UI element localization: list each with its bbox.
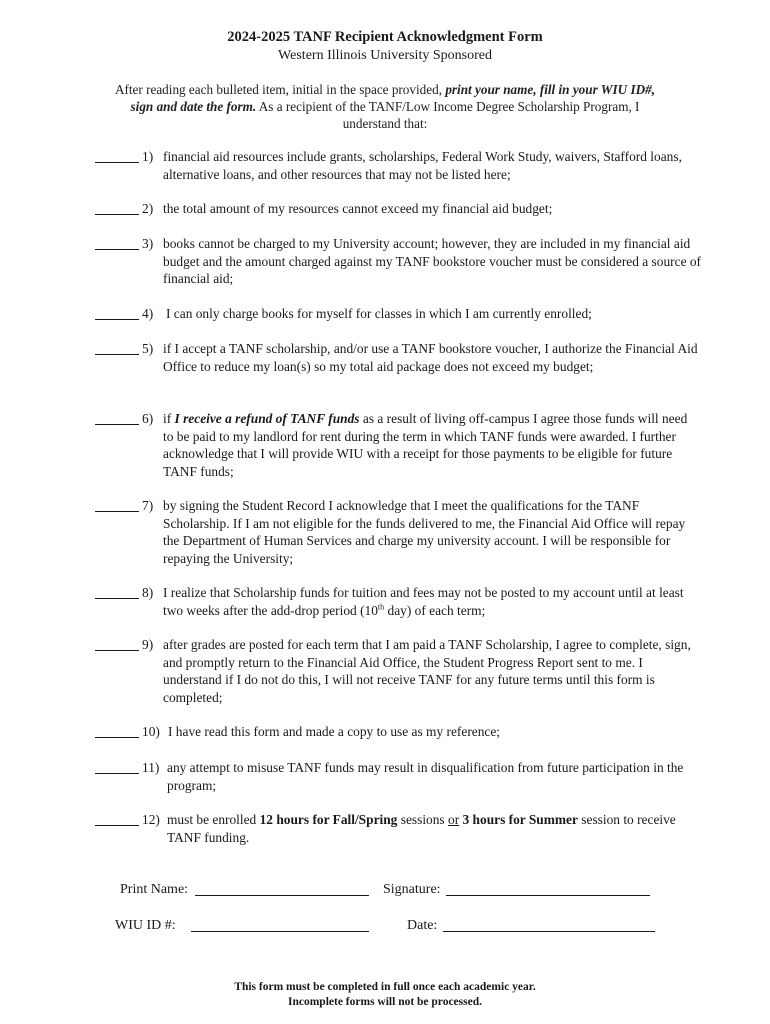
item-mid-text: sessions <box>397 812 448 827</box>
item-prefix: must be enrolled <box>167 812 260 827</box>
footer-line-2: Incomplete forms will not be processed. <box>288 996 482 1008</box>
item-number: 3) <box>142 236 154 251</box>
item-emphasis: I receive a refund of TANF funds <box>174 411 360 426</box>
initial-blank-11[interactable] <box>95 759 139 774</box>
item-text-end: day) of each term; <box>384 602 486 618</box>
item-number: 1) <box>142 149 154 164</box>
item-text: if I accept a TANF scholarship, and/or use a TANF bookstore voucher, I authorize the Financial Aid Office to reduce my loan(s) so my total aid package does not exceed my budget; <box>163 341 698 374</box>
initial-blank-7[interactable] <box>95 497 139 512</box>
instructions-part3: As a recipient of the TANF/Low Income Degree Scholarship Program, I understand that: <box>256 99 640 131</box>
item-superscript: th <box>377 602 385 612</box>
item-or: or <box>448 812 460 827</box>
instructions-initial: initial <box>292 82 323 97</box>
item-text <box>163 410 701 480</box>
item-number: 5) <box>142 341 154 356</box>
instructions-emphasis: print your name, fill in your WIU ID#, sign and date the form. <box>130 82 656 114</box>
item-text <box>167 811 701 846</box>
footer-notice <box>0 980 770 1010</box>
initial-blank-1[interactable] <box>95 148 139 163</box>
initial-blank-6[interactable] <box>95 410 139 425</box>
instructions-part1: After reading each bulleted item, <box>114 82 293 97</box>
item-text: financial aid resources include grants, scholarships, Federal Work Study, waivers, Stafford loans, alternative loans, and other resources that may not be listed here; <box>163 149 682 182</box>
item-text: the total amount of my resources cannot exceed my financial aid budget; <box>163 201 553 216</box>
print-name-label: Print Name: <box>120 882 189 897</box>
instructions <box>112 81 658 132</box>
summer-hours: 3 hours for Summer <box>462 812 578 827</box>
wiu-id-field[interactable] <box>191 931 369 932</box>
item-text: I have read this form and made a copy to use as my reference; <box>168 724 501 739</box>
signature-field[interactable] <box>446 895 650 896</box>
footer-line-1: This form must be completed in full once each academic year. <box>234 981 536 993</box>
fall-spring-hours: 12 hours for Fall/Spring <box>259 812 398 827</box>
item-number: 4) <box>142 306 154 321</box>
initial-blank-12[interactable] <box>95 811 139 826</box>
initial-blank-4[interactable] <box>95 305 139 320</box>
item-number: 9) <box>142 637 154 652</box>
item-number: 7) <box>142 498 154 513</box>
item-number: 10) <box>142 724 160 739</box>
item-number: 12) <box>142 812 160 827</box>
initial-blank-10[interactable] <box>95 723 139 738</box>
form-subtitle: Western Illinois University Sponsored <box>278 48 492 63</box>
item-text <box>163 584 701 619</box>
item-text-rest: as a result of living off-campus I agree those funds will need to be paid to my landlord for rent during the term in which TANF funds were awarded. I further acknowledge that I will provide WIU with a receipt for those payments to be eligible for future TANF funds; <box>163 411 688 479</box>
instructions-part2: in the space provided, <box>322 82 446 97</box>
print-name-field[interactable] <box>195 895 369 896</box>
signature-label: Signature: <box>383 882 441 897</box>
initial-blank-9[interactable] <box>95 636 139 651</box>
item-text: I can only charge books for myself for classes in which I am currently enrolled; <box>166 306 592 321</box>
form-title: 2024-2025 TANF Recipient Acknowledgment Form <box>227 29 543 45</box>
item-text: by signing the Student Record I acknowledge that I meet the qualifications for the TANF Scholarship. If I am not eligible for the funds delivered to me, the Financial Aid Office will repay the Department of Human Services and charge my university account. I will be responsible for repaying the University; <box>163 498 686 566</box>
item-text: any attempt to misuse TANF funds may result in disqualification from future participation in the program; <box>167 760 684 793</box>
item-text: after grades are posted for each term that I am paid a TANF Scholarship, I agree to complete, sign, and promptly return to the Financial Aid Office, the Student Progress Report sent to me. I understand if I do not do this, I will not receive TANF for any future terms until this form is completed; <box>163 637 691 705</box>
initial-blank-5[interactable] <box>95 340 139 355</box>
initial-blank-2[interactable] <box>95 200 139 215</box>
date-label: Date: <box>407 918 438 933</box>
initial-blank-8[interactable] <box>95 584 139 599</box>
item-number: 6) <box>142 411 154 426</box>
item-prefix: if <box>163 411 175 426</box>
item-text-start: I realize that Scholarship funds for tuition and fees may not be posted to my account until at least two weeks after the add-drop period (10 <box>163 585 684 618</box>
wiu-id-label: WIU ID #: <box>115 918 176 933</box>
item-text: books cannot be charged to my University account; however, they are included in my financial aid budget and the amount charged against my TANF bookstore voucher must be considered a source of financial aid; <box>163 236 702 286</box>
item-number: 11) <box>142 760 160 775</box>
initial-blank-3[interactable] <box>95 235 139 250</box>
item-text-rest: session to receive TANF funding. <box>167 812 676 845</box>
item-number: 8) <box>142 585 154 600</box>
date-field[interactable] <box>443 931 655 932</box>
item-number: 2) <box>142 201 154 216</box>
